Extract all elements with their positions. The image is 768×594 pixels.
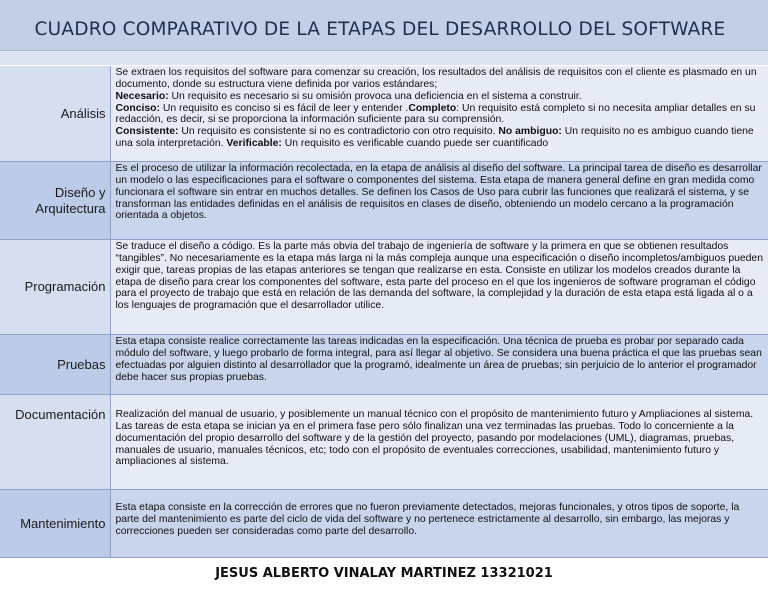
row-label-programacion: Programación [0,240,110,335]
row-content-pruebas: Esta etapa consiste realice correctamente las tareas indicadas en la especificación. Una técnica de prueba es probar por separado cada módulo del software, y luego probarlo de forma integral, para así llegar al objetivo. Se considera una buena práctica el que las pruebas sean efectuadas por alguien distinto al desarrollador que la programó, idealmente un área de pruebas; sin perjuicio de lo anterior el programador debe hacer sus propias pruebas. [110,335,768,395]
analisis-conciso: Conciso: Un requisito es conciso si es fácil de leer y entender .Completo: Un requisito está completo si no necesita ampliar detalles en su redacción, es decir, si se proporciona la información suficiente para su comprensión. [115,102,756,126]
row-content-documentacion: Realización del manual de usuario, y posiblemente un manual técnico con el propósito de mantenimiento futuro y Ampliaciones al sistema. Las tareas de esta etapa se inician ya en el primera fase pero sólo finalizan una vez terminadas las pruebas. Todo lo concerniente a la documentación del propio desarrollo del software y de la gestión del proyecto, pasando por modelaciones (UML), diagramas, pruebas, manuales de usuario, manuales técnicos, etc; todo con el propósito de eventuales correcciones, usabilidad, mantenimiento futuro y ampliaciones al sistema. [110,395,768,490]
page-title: CUADRO COMPARATIVO DE LA ETAPAS DEL DESARROLLO DEL SOFTWARE [34,19,726,40]
analisis-necesario: Necesario: Un requisito es necesario si su omisión provoca una deficiencia en el sistema a construir. [115,90,582,102]
comparison-table [0,66,768,558]
row-content-mantenimiento: Esta etapa consiste en la corrección de errores que no fueron previamente detectados, mejoras funcionales, y otros tipos de soporte, la parte del mantenimiento es parte del ciclo de vida del software y no pertenece estrictamente al desarrollo, sin embargo, las mejoras y correcciones pueden ser consideradas como parte del desarrollo. [110,490,768,558]
row-content-programacion: Se traduce el diseño a código. Es la parte más obvia del trabajo de ingeniería de software y la primera en que se obtienen resultados “tangibles”. No necesariamente es la etapa más larga ni la más compleja aunque una especificación o diseño incompletos/ambiguos pueden exigir que, tareas propias de las etapas anteriores se tengan que realizarse en esta. Consiste en utilizar los modelos creados durante la etapa de diseño para crear los componentes del software, esta parte del proceso en el que los ingenieros de software programan el código para el proyecto de trabajo que está en relación de las demanda del software, la complejidad y la duración de esta etapa está ligada al o a los lenguajes de programación que el desarrollador utilice. [110,240,768,335]
row-content-analisis [110,66,768,162]
author-footer: JESUS ALBERTO VINALAY MARTINEZ 13321021 [215,566,553,581]
table-row-pruebas [0,335,768,395]
row-label-documentacion: Documentación [0,395,110,490]
row-label-analisis: Análisis [0,66,110,162]
table-row-documentacion [0,395,768,490]
analisis-intro: Se extraen los requisitos del software para comenzar su creación, los resultados del análisis de requisitos con el cliente es plasmado en un documento, donde su estructura viene definida por varios estándares; [115,67,757,90]
row-label-diseno: Diseño y Arquitectura [0,162,110,240]
table-row-diseno [0,162,768,240]
table-row-programacion [0,240,768,335]
row-label-pruebas: Pruebas [0,335,110,395]
row-label-mantenimiento: Mantenimiento [0,490,110,558]
row-content-diseno: Es el proceso de utilizar la información recolectada, en la etapa de análisis al diseño del software. La principal tarea de diseño es desarrollar un modelo o las especificaciones para el software o componentes del sistema. Esta etapa de manera general define en gran medida como funcionara el software sin entrar en muchos detalles. Se definen los Casos de Uso para cubrir las funciones que realizará el sistema, y se transforman las entidades definidas en el análisis de requisitos en clases de diseño, obteniendo un modelo cercano a la programación orientada a objetos. [110,162,768,240]
title-bar [0,0,768,51]
analisis-consistente: Consistente: Un requisito es consistente si no es contradictorio con otro requisito. No ambiguo: Un requisito no es ambiguo cuando tiene una sola interpretación. Verificable: Un requisito es verificable cuando puede ser cuantificado [115,126,754,150]
table-row-mantenimiento [0,490,768,558]
table-row-analisis [0,66,768,162]
header-spacer-row [0,51,768,65]
